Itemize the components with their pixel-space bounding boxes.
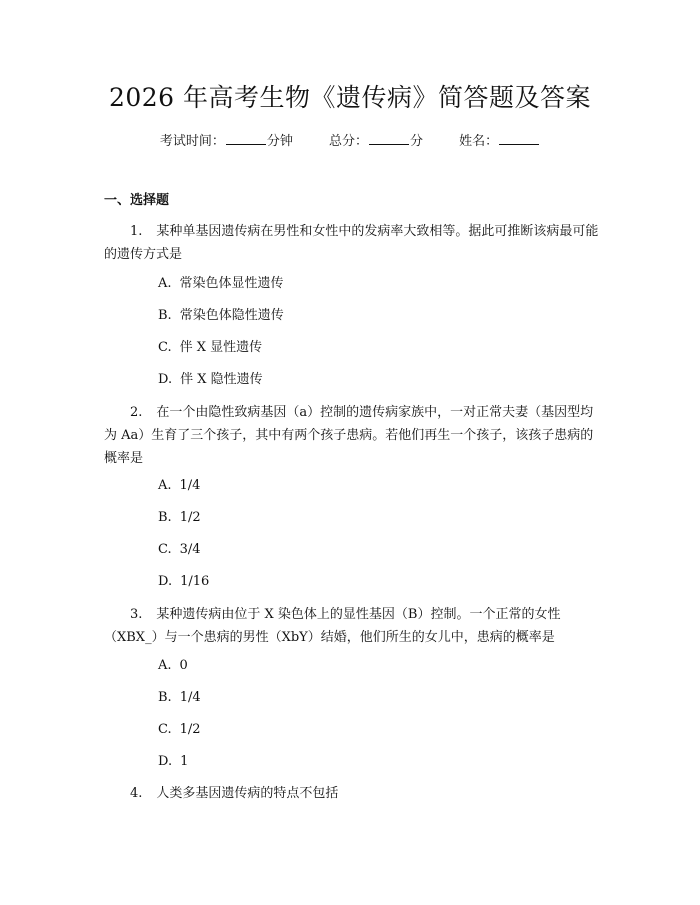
option-text: 常染色体隐性遗传 <box>179 308 284 323</box>
question-text: 在一个由隐性致病基因（a）控制的遗传病家族中，一对正常夫妻（基因型均为 Aa）生育了三个孩子，其中有两个孩子患病。若他们再生一个孩子，该孩子患病的概率是 <box>104 405 594 466</box>
question-3-option-c <box>158 720 201 740</box>
page-title: 2026 年高考生物《遗传病》简答题及答案 <box>108 83 592 112</box>
name-field <box>459 134 540 149</box>
option-text: 1 <box>180 754 189 769</box>
option-text: 伴 X 隐性遗传 <box>180 372 263 387</box>
option-letter: C. <box>158 340 172 355</box>
total-score-unit: 分 <box>410 134 424 149</box>
total-score-label: 总分： <box>328 134 368 149</box>
question-1 <box>104 220 602 266</box>
section-heading: 一、选择题 <box>104 193 170 208</box>
question-number: 1. <box>130 224 143 239</box>
total-score-field <box>329 134 423 149</box>
option-letter: C. <box>158 542 172 557</box>
option-letter: A. <box>158 658 172 673</box>
question-4 <box>104 782 602 805</box>
question-3-option-d <box>158 752 188 772</box>
option-letter: C. <box>158 722 172 737</box>
question-1-option-a <box>158 274 284 294</box>
option-letter: D. <box>158 372 173 387</box>
exam-time-blank <box>226 131 266 145</box>
question-2-option-c <box>158 540 201 560</box>
question-text: 某种遗传病由位于 X 染色体上的显性基因（B）控制。一个正常的女性（XBX_）与一个患病的男性（XbY）结婚，他们所生的女儿中，患病的概率是 <box>104 607 561 645</box>
question-2-option-a <box>158 476 200 496</box>
question-2 <box>104 401 602 470</box>
question-text: 人类多基因遗传病的特点不包括 <box>156 786 339 801</box>
question-2-option-b <box>158 508 201 528</box>
option-letter: B. <box>158 690 172 705</box>
option-letter: A. <box>158 478 172 493</box>
option-letter: D. <box>158 574 173 589</box>
question-3-option-b <box>158 688 201 708</box>
question-3-option-a <box>158 656 188 676</box>
question-text: 某种单基因遗传病在男性和女性中的发病率大致相等。据此可推断该病最可能的遗传方式是 <box>104 224 599 262</box>
question-1-option-b <box>158 306 284 326</box>
question-number: 2. <box>130 405 143 420</box>
question-number: 3. <box>130 607 143 622</box>
question-2-option-d <box>158 572 209 592</box>
option-letter: A. <box>158 276 172 291</box>
total-score-blank <box>369 131 409 145</box>
exam-time-label: 考试时间： <box>159 134 225 149</box>
name-blank <box>499 131 539 145</box>
option-text: 1/16 <box>180 574 210 589</box>
option-text: 常染色体显性遗传 <box>179 276 284 291</box>
question-1-option-c <box>158 338 262 358</box>
option-text: 1/4 <box>179 478 201 493</box>
question-3 <box>104 603 602 649</box>
name-label: 姓名： <box>459 134 499 149</box>
option-text: 0 <box>179 658 188 673</box>
exam-time-unit: 分钟 <box>266 134 293 149</box>
question-number: 4. <box>130 786 143 801</box>
option-text: 1/2 <box>179 722 201 737</box>
option-text: 3/4 <box>179 542 201 557</box>
question-1-option-d <box>158 370 263 390</box>
option-text: 1/4 <box>179 690 201 705</box>
option-letter: B. <box>158 308 172 323</box>
option-letter: B. <box>158 510 172 525</box>
option-text: 1/2 <box>179 510 201 525</box>
option-letter: D. <box>158 754 173 769</box>
exam-time-field <box>160 134 293 149</box>
exam-meta <box>0 131 700 152</box>
option-text: 伴 X 显性遗传 <box>179 340 263 355</box>
